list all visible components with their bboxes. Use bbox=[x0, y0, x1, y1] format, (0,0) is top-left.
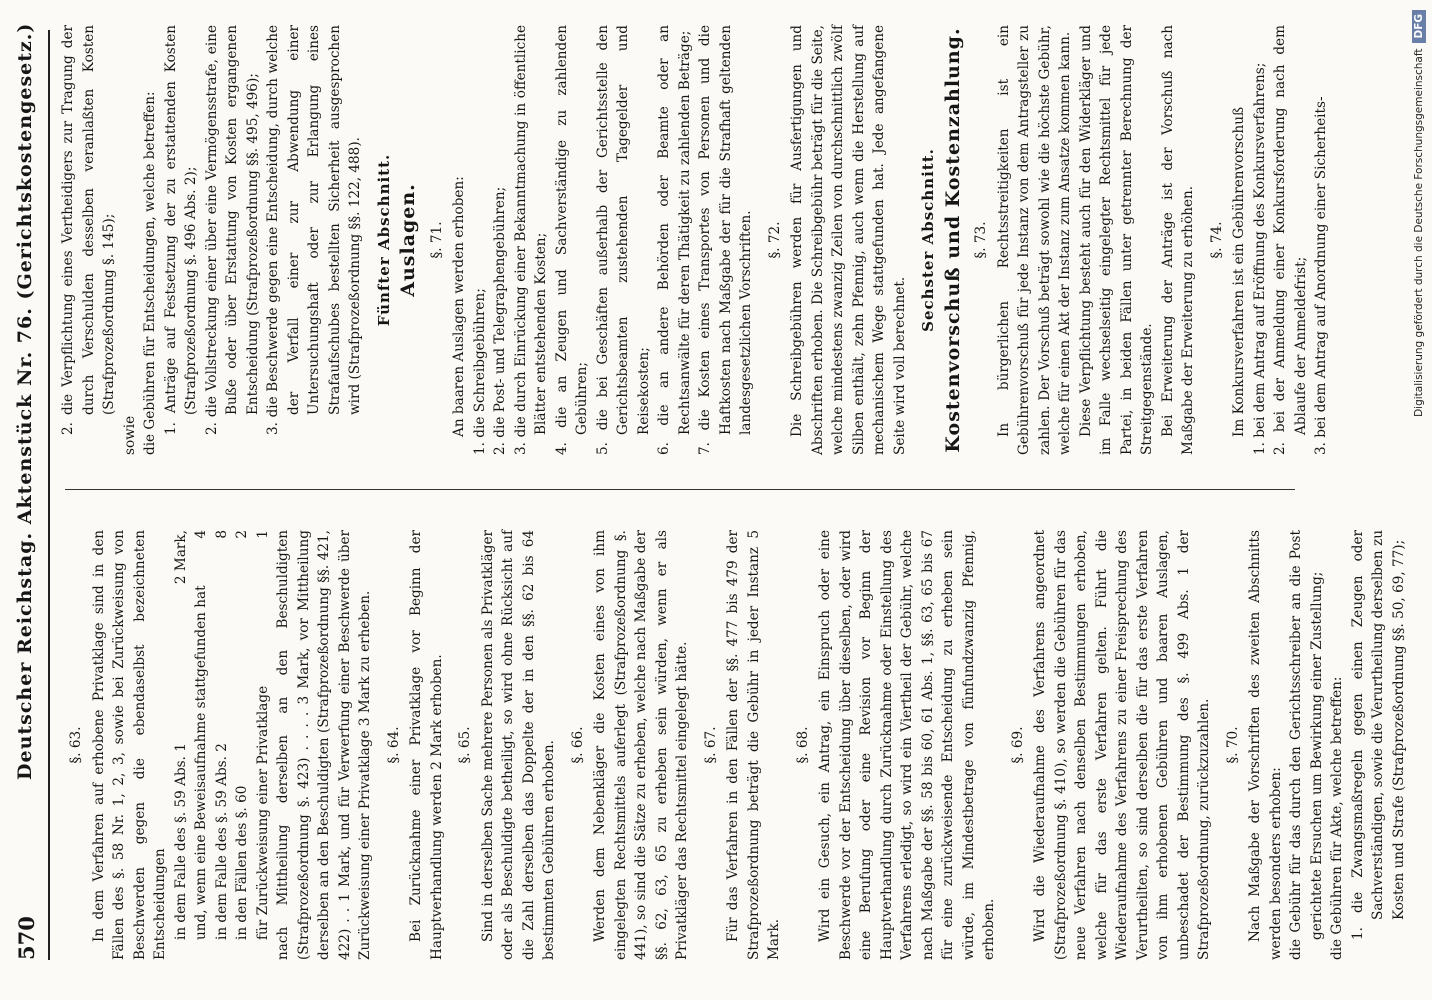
section-heading: §. 64. bbox=[385, 726, 402, 764]
fee-row: für Zurückweisung einer Privatklage 1 bbox=[254, 530, 271, 940]
paragraph: In bürgerlichen Rechtsstreitigkeiten ist ein Gebührenvorschuß für jede Instanz von dem Antragsteller zu zahlen. Der Vorschuß beträgt sowohl wie die höchste Gebühr, welche für einen Akt der Instanz zum Ansatze kommen kann. bbox=[995, 25, 1073, 455]
section-heading: §. 63. bbox=[68, 726, 84, 764]
section-heading: §. 66. bbox=[569, 726, 586, 764]
section-heading: §. 67. bbox=[702, 726, 719, 764]
list-item: 2. die Post- und Telegraphengebühren; bbox=[492, 186, 508, 455]
paragraph: Diese Verpflichtung besteht auch für den Widerkläger und im Falle wechselseitig eingelegter Rechtsmittel für jede Partei, in beiden Fällen unter getrennter Berechnung der Streitgegenstände. bbox=[1077, 25, 1155, 455]
list-item: 6. die an andere Behörden oder Beamte oder an Rechtsanwälte für deren Thätigkeit zu zahlenden Beträge; bbox=[656, 25, 693, 455]
chapter-title: Kostenvorschuß und Kostenzahlung. bbox=[941, 27, 964, 453]
section-heading: §. 68. bbox=[794, 726, 811, 764]
section-heading: §. 71. bbox=[428, 221, 445, 259]
list-item: 7. die Kosten eines Transportes von Personen und die Haftkosten nach Maßgabe der für die Strafhaft geltenden landesgesetzlichen Vorschriften. bbox=[697, 25, 754, 455]
running-title: Deutscher Reichstag. Aktenstück Nr. 76. (Gerichtskostengesetz.) bbox=[14, 22, 36, 780]
paragraph: Bei Zurücknahme einer Privatklage vor Beginn der Hauptverhandlung werden 2 Mark erhoben. bbox=[408, 530, 445, 960]
list-item: 5. die bei Geschäften außerhalb der Gerichtsstelle den Gerichtsbeamten zustehenden Tagegelder und Reisekosten; bbox=[594, 25, 652, 455]
paragraph: Nach Maßgabe der Vorschriften des zweiten Abschnitts werden besonders erhoben: bbox=[1247, 530, 1284, 960]
paragraph: Sind in derselben Sache mehrere Personen als Privatkläger oder als Beschuldigte betheiligt, so wird ohne Rücksicht auf die Zahl derselben das Doppelte der in den §§. 62 bis 64 bestimmten Gebühren erhoben. bbox=[479, 530, 557, 960]
list-item: die Gebühr für das durch den Gerichtsschreiber an die Post gerichtete Ersuchen um Bewirkung einer Zustellung; bbox=[1288, 530, 1325, 960]
section-heading: §. 72. bbox=[766, 221, 783, 259]
paragraph: Für das Verfahren in den Fällen der §§. 477 bis 479 der Strafprozeßordnung beträgt die Gebühr in jeder Instanz 5 Mark. bbox=[725, 530, 782, 960]
section-heading: §. 74. bbox=[1208, 221, 1225, 259]
header-rule bbox=[48, 30, 50, 960]
paragraph: Die Schreibgebühren werden für Ausfertigungen und Abschriften erhoben. Die Schreibgebühr beträgt für die Seite, welche mindestens zwanzig Zeilen von durchschnittlich zwölf Silben enthält, zehn Pfennig, auch wenn die Herstellung auf mechanischem Wege stattgefunden hat. Jede angefangene Seite wird voll berechnet. bbox=[789, 25, 908, 455]
paragraph: nach Mittheilung derselben an den Beschuldigten (Strafprozeßordnung §. 423) . . . . 3 Mark, vor Mittheilung derselben an den Beschuldigten (Strafprozeßordnung §§. 421, 422) . . 1 Mark, und für Verwerfung einer Beschwerde über Zurückweisung einer Privatklage 3 Mark zu erheben. bbox=[275, 530, 373, 960]
section-heading: §. 65. bbox=[457, 726, 473, 764]
paragraph: An baaren Auslagen werden erhoben: bbox=[451, 176, 467, 437]
paragraph: Wird ein Gesuch, ein Antrag, ein Einspruch oder eine Beschwerde vor der Entscheidung über dieselben, oder wird eine Berufung oder eine Revision vor Beginn der Hauptverhandlung durch Zurücknahme oder Einstellung des Verfahrens erledigt, so wird ein Viertheil der Gebühr, welche nach Maßgabe der §§. 58 bis 60, 61 Abs. 1, §§. 63, 65 bis 67 für eine zurückweisende Entscheidung zu erheben sein würde, im Mindestbetrage von fünfundzwanzig Pfennig, erhoben. bbox=[817, 530, 997, 960]
dfg-logo: DFG bbox=[1412, 10, 1426, 43]
list-item: 3. die Beschwerde gegen eine Entscheidung, durch welche der Verfall einer zur Abwendung einer Untersuchungshaft oder zur Erlangung eines Strafaufschubes bestellten Sicherheit ausgesprochen wird (Strafprozeßordnung §§. 122, 488). bbox=[265, 25, 363, 435]
list-item: 1. bei dem Antrag auf Eröffnung des Konkursverfahrens; bbox=[1251, 62, 1268, 455]
fee-row: in den Fällen des §. 60 2 bbox=[234, 530, 250, 940]
digitization-watermark bbox=[1408, 0, 1430, 1000]
right-column bbox=[58, 25, 1329, 455]
list-item: 2. bei der Anmeldung einer Konkursforderung nach dem Ablaufe der Anmeldefrist; bbox=[1272, 25, 1309, 455]
list-item: 2. die Verpflichtung eines Vertheidigers zur Tragung der durch Verschulden desselben veranlaßten Kosten (Strafprozeßordnung §. 145); bbox=[60, 25, 117, 435]
list-item: 3. bei dem Antrag auf Anordnung einer Sicherheits- bbox=[1313, 96, 1329, 455]
paragraph: Im Konkursverfahren ist ein Gebührenvorschuß bbox=[1231, 106, 1247, 437]
fee-row: in dem Falle des §. 59 Abs. 1 2 Mark, bbox=[172, 530, 189, 940]
chapter-heading: Fünfter Abschnitt. bbox=[374, 153, 393, 327]
list-item: die Gebühren für Akte, welche betreffen: bbox=[1329, 676, 1345, 960]
fee-row: in dem Falle des §. 59 Abs. 2 8 bbox=[213, 530, 230, 940]
page-number: 570 bbox=[14, 916, 39, 960]
list-item: 1. die Schreibgebühren; bbox=[471, 288, 488, 455]
left-column bbox=[58, 530, 1407, 960]
chapter-heading: Sechster Abschnitt. bbox=[919, 148, 937, 332]
paragraph: In dem Verfahren auf erhobene Privatklage sind in den Fällen des §. 58 Nr. 1, 2, 3, sowie bei Zurückweisung von Beschwerden gegen die ebendaselbst bezeichneten Entscheidungen bbox=[90, 530, 168, 960]
paragraph: Werden dem Nebenkläger die Kosten eines von ihm eingelegten Rechtsmittels auferlegt (Strafprozeßordnung §. 441), so sind die Sätze zu erheben, welche nach Maßgabe der §§. 62, 63, 65 zu erheben sein würden, wenn er als Privatkläger das Rechtsmittel eingelegt hätte. bbox=[592, 530, 690, 960]
paragraph: Bei Erweiterung der Anträge ist der Vorschuß nach Maßgabe der Erweiterung zu erhöhen. bbox=[1159, 25, 1196, 455]
page-header bbox=[8, 22, 48, 960]
list-item: 1. Anträge auf Festsetzung der zu erstattenden Kosten (Strafprozeßordnung §. 496 Abs. 2); bbox=[162, 25, 199, 435]
list-item: 4. die an Zeugen und Sachverständige zu zahlenden Gebühren; bbox=[553, 25, 590, 455]
watermark-text: Digitalisierung gefördert durch die Deutsche ForschungsgemeinschaftDFG bbox=[1408, 10, 1430, 1000]
fee-row: und, wenn eine Beweisaufnahme stattgefunden hat 4 bbox=[193, 530, 209, 940]
paragraph: sowie bbox=[121, 415, 138, 455]
section-heading: §. 70. bbox=[1224, 726, 1241, 764]
chapter-title: Auslagen. bbox=[397, 183, 419, 297]
list-item: die Gebühren für Entscheidungen, welche betreffen: bbox=[142, 91, 158, 455]
list-item: 2. die Vollstreckung einer über eine Vermögensstrafe, eine Buße oder über Erstattung von Kosten ergangenen Entscheidung (Strafprozeßordnung §§. 495, 496); bbox=[203, 25, 261, 435]
paragraph: Wird die Wiederaufnahme des Verfahrens angeordnet (Strafprozeßordnung §. 410), so werden die Gebühren für das neue Verfahren nach denselben Bestimmungen erhoben, welche für das erste Verfahren gelten. Führt die Wiederaufnahme des Verfahrens zu einer Freisprechung des Verurtheilten, so sind derselben die für das erste Verfahren von ihm erhobenen Gebühren und baaren Auslagen, unbeschadet der Bestimmung des §. 499 Abs. 1 der Strafprozeßordnung, zurückzuzahlen. bbox=[1032, 530, 1212, 960]
column-divider bbox=[65, 489, 1295, 490]
section-heading: §. 69. bbox=[1009, 726, 1026, 764]
section-heading: §. 73. bbox=[973, 221, 989, 259]
list-item: 3. die durch Einrückung einer Bekanntmachung in öffentliche Blätter entstehenden Kosten; bbox=[512, 25, 549, 455]
list-item: 1. die Zwangsmaßregeln gegen einen Zeugen oder Sachverständigen, sowie die Verurtheilung derselben zu Kosten und Strafe (Strafprozeßordnung §§. 50, 69, 77); bbox=[1349, 530, 1407, 940]
